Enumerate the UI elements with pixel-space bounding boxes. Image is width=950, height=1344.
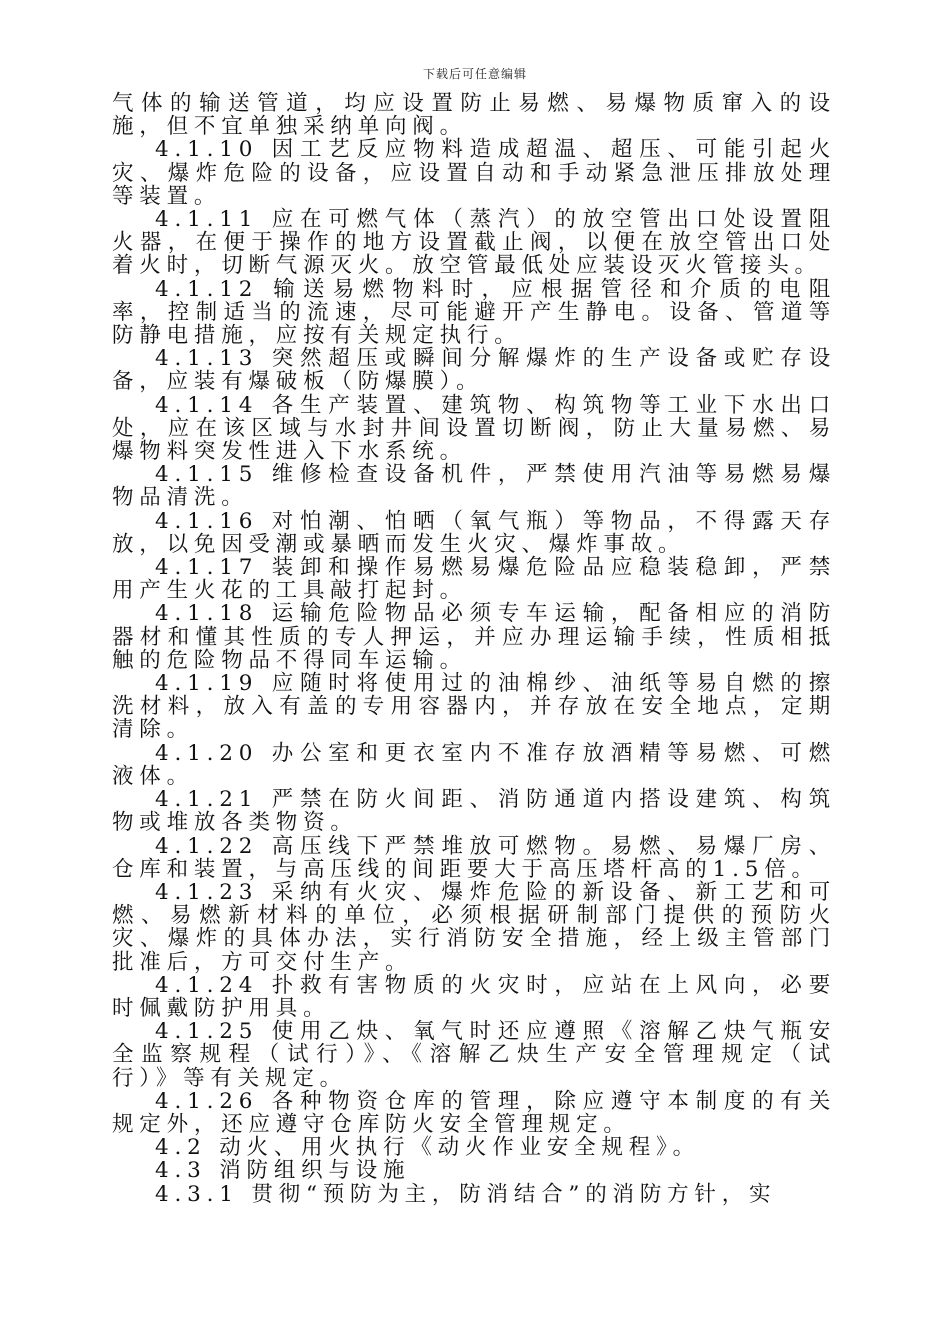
clause-4-1-25: 4.1.25 使用乙炔、氧气时还应遵照《溶解乙炔气瓶安全监察规程（试行）》、《溶解乙炔生产安全管理规定（试行）》等有关规定。 [112, 1019, 836, 1091]
section-4-3-heading: 4.3 消防组织与设施 [155, 1158, 411, 1184]
clause-4-1-23: 4.1.23 采纳有火灾、爆炸危险的新设备、新工艺和可燃、易燃新材料的单位，必须根据研制部门提供的预防火灾、爆炸的具体办法，实行消防安全措施，经上级主管部门批准后，方可交付生产。 [112, 879, 836, 975]
clause-4-1-16: 4.1.16 对怕潮、怕晒（氧气瓶）等物品，不得露天存放，以免因受潮或暴晒而发生火灾、爆炸事故。 [112, 508, 836, 557]
clause-4-1-22: 4.1.22 高压线下严禁堆放可燃物。易燃、易爆厂房、仓库和装置，与高压线的间距要大于高压塔杆高的1.5倍。 [112, 833, 836, 882]
clause-4-1-18: 4.1.18 运输危险物品必须专车运输，配备相应的消防器材和懂其性质的专人押运，并应办理运输手续，性质相抵触的危险物品不得同车运输。 [112, 601, 836, 673]
page-header: 下载后可任意编辑 [422, 67, 527, 81]
clause-4-1-12: 4.1.12 输送易燃物料时，应根据管径和介质的电阻率，控制适当的流速，尽可能避开产生静电。设备、管道等防静电措施，应按有关规定执行。 [112, 276, 836, 349]
clause-4-1-26: 4.1.26 各种物资仓库的管理，除应遵守本制度的有关规定外，还应遵守仓库防火安全管理规定。 [112, 1088, 836, 1137]
clause-4-1-24: 4.1.24 扑救有害物质的火灾时，应站在上风向，必要时佩戴防护用具。 [112, 972, 836, 1021]
clause-4-1-20: 4.1.20 办公室和更衣室内不准存放酒精等易燃、可燃液体。 [112, 740, 836, 789]
clause-4-1-14: 4.1.14 各生产装置、建筑物、构筑物等工业下水出口处，应在该区域与水封井间设置切断阀，防止大量易燃、易爆物料突发性进入下水系统。 [112, 392, 836, 465]
clause-4-1-15: 4.1.15 维修检查设备机件，严禁使用汽油等易燃易爆物品清洗。 [112, 462, 836, 511]
clause-4-1-19: 4.1.19 应随时将使用过的油棉纱、油纸等易自燃的擦洗材料，放入有盖的专用容器内，并存放在安全地点，定期清除。 [112, 671, 836, 743]
section-4-2: 4.2 动火、用火执行《动火作业安全规程》。 [155, 1135, 700, 1161]
clause-4-1-11: 4.1.11 应在可燃气体（蒸汽）的放空管出口处设置阻火器，在便于操作的地方设置截止阀，以便在放空管出口处着火时，切断气源灭火。放空管最低处应装设灭火管接头。 [112, 207, 836, 279]
clause-4-1-10: 4.1.10 因工艺反应物料造成超温、超压、可能引起火灾、爆炸危险的设备，应设置自动和手动紧急泄压排放处理等装置。 [112, 137, 836, 209]
clause-4-3-1: 4.3.1 贯彻“预防为主，防消结合”的消防方针，实 [155, 1181, 777, 1207]
document-body [112, 92, 836, 1206]
paragraph: 气体的输送管道，均应设置防止易燃、易爆物质窜入的设施，但不宜单独采纳单向阀。 [112, 91, 836, 140]
clause-4-1-17: 4.1.17 装卸和操作易燃易爆危险品应稳装稳卸，严禁用产生火花的工具敲打起封。 [112, 555, 836, 604]
clause-4-1-13: 4.1.13 突然超压或瞬间分解爆炸的生产设备或贮存设备，应装有爆破板（防爆膜）。 [112, 346, 836, 395]
clause-4-1-21: 4.1.21 严禁在防火间距、消防通道内搭设建筑、构筑物或堆放各类物资。 [112, 787, 836, 836]
